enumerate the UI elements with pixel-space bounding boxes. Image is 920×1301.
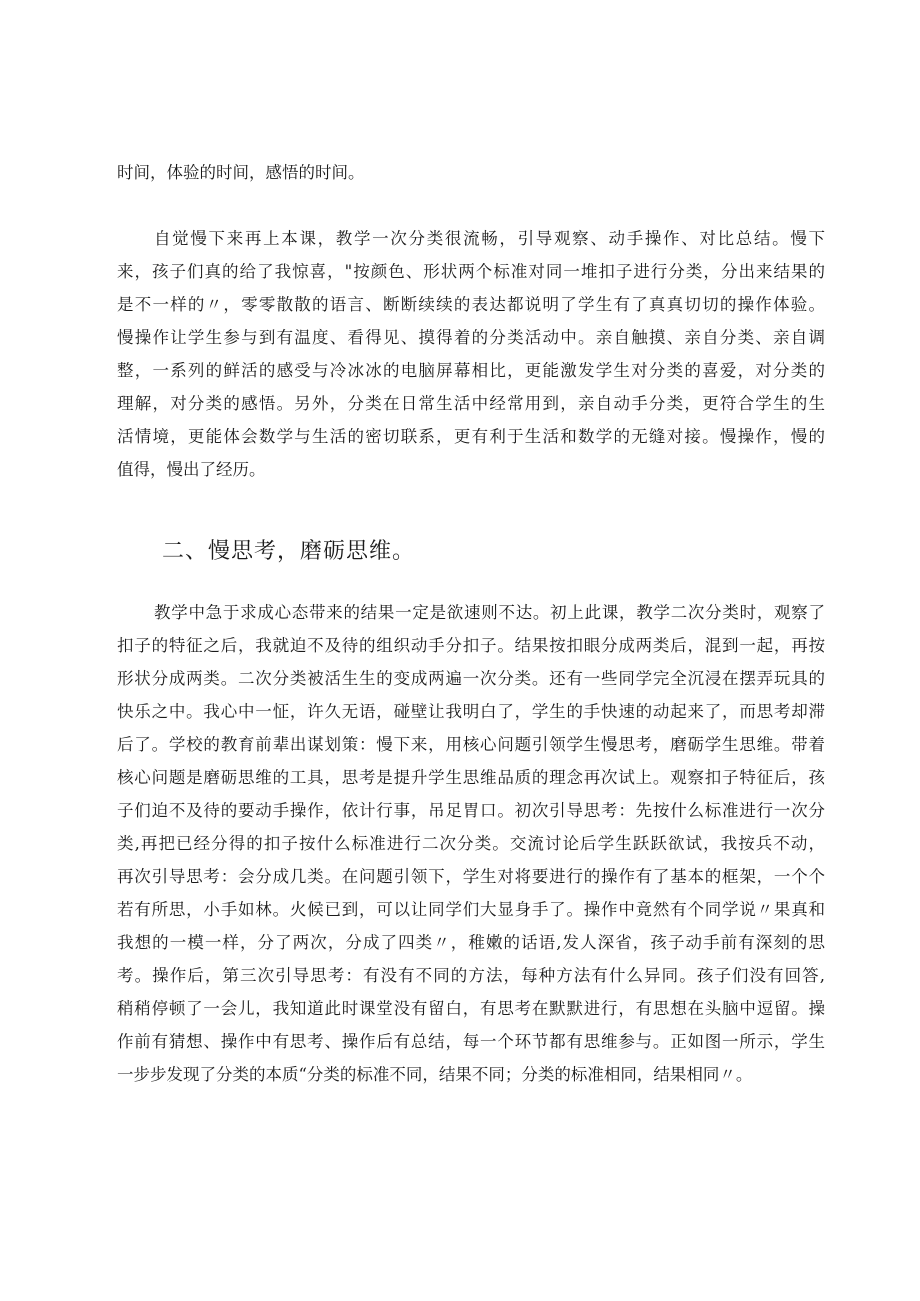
text-line: 扣子的特征之后，我就迫不及待的组织动手分扣子。结果按扣眼分成两类后，混到一起，再按 [117,636,825,655]
text-line: 类,再把已经分得的扣子按什么标准进行二次分类。交流讨论后学生跃跃欲试，我按兵不动， [117,834,825,853]
text-line: 慢操作让学生参与到有温度、看得见、摸得着的分类活动中。亲自触摸、亲自分类、亲自调 [117,328,825,347]
section-heading: 二、慢思考，磨砺思维。 [162,539,416,564]
text-line: 形状分成两类。二次分类被活生生的变成两遍一次分类。还有一些同学完全沉浸在摆弄玩具的 [117,669,825,688]
text-line: 自觉慢下来再上本课，教学一次分类很流畅，引导观察、动手操作、对比总结。慢下 [154,229,825,248]
text-line: 我想的一模一样，分了两次，分成了四类〃，稚嫩的话语,发人深省，孩子动手前有深刻的思 [117,933,825,952]
text-line: 考。操作后，第三次引导思考：有没有不同的方法，每种方法有什么异同。孩子们没有回答, [117,966,825,985]
text-line: 来，孩子们真的给了我惊喜，"按颜色、形状两个标准对同一堆扣子进行分类，分出来结果的 [117,262,825,281]
text-line: 值得，慢出了经历。 [117,460,266,479]
text-line: 后了。学校的教育前辈出谋划策：慢下来，用核心问题引领学生慢思考，磨砺学生思维。带着 [117,735,825,754]
text-line: 活情境，更能体会数学与生活的密切联系，更有利于生活和数学的无缝对接。慢操作，慢的 [117,427,825,446]
text-line: 理解，对分类的感悟。另外，分类在日常生活中经常用到，亲自动手分类，更符合学生的生 [117,394,825,413]
paragraph-continuation [117,156,825,189]
text-line: 稍稍停顿了一会儿，我知道此时课堂没有留白，有思考在默默进行，有思想在头脑中逗留。操 [117,999,825,1018]
text-line: 整，一系列的鲜活的感受与冷冰冰的电脑屏幕相比，更能激发学生对分类的喜爱，对分类的 [117,361,825,380]
text-line: 再次引导思考：会分成几类。在问题引领下，学生对将要进行的操作有了基本的框架，一个个 [117,867,825,886]
text-line: 是不一样的〃，零零散散的语言、断断续续的表达都说明了学生有了真真切切的操作体验。 [117,295,825,314]
paragraph-slow-thinking [117,596,825,1091]
paragraph-slow-operation [117,222,825,486]
text-line: 时间，体验的时间，感悟的时间。 [117,163,365,182]
text-line: 子们迫不及待的要动手操作，依计行事，吊足胃口。初次引导思考：先按什么标准进行一次分 [117,801,825,820]
text-line: 作前有猜想、操作中有思考、操作后有总结，每一个环节都有思维参与。正如图一所示，学生 [117,1032,825,1051]
text-line: 一步步发现了分类的本质“分类的标准不同，结果不同；分类的标准相同，结果相同〃。 [117,1065,753,1084]
text-line: 核心问题是磨砺思维的工具，思考是提升学生思维品质的理念再次试上。观察扣子特征后，孩 [117,768,825,787]
text-line: 教学中急于求成心态带来的结果一定是欲速则不达。初上此课，教学二次分类时，观察了 [154,603,825,622]
text-line: 快乐之中。我心中一怔，许久无语，碰壁让我明白了，学生的手快速的动起来了，而思考却滞 [117,702,825,721]
text-line: 若有所思，小手如林。火候已到，可以让同学们大显身手了。操作中竟然有个同学说〃果真和 [117,900,825,919]
